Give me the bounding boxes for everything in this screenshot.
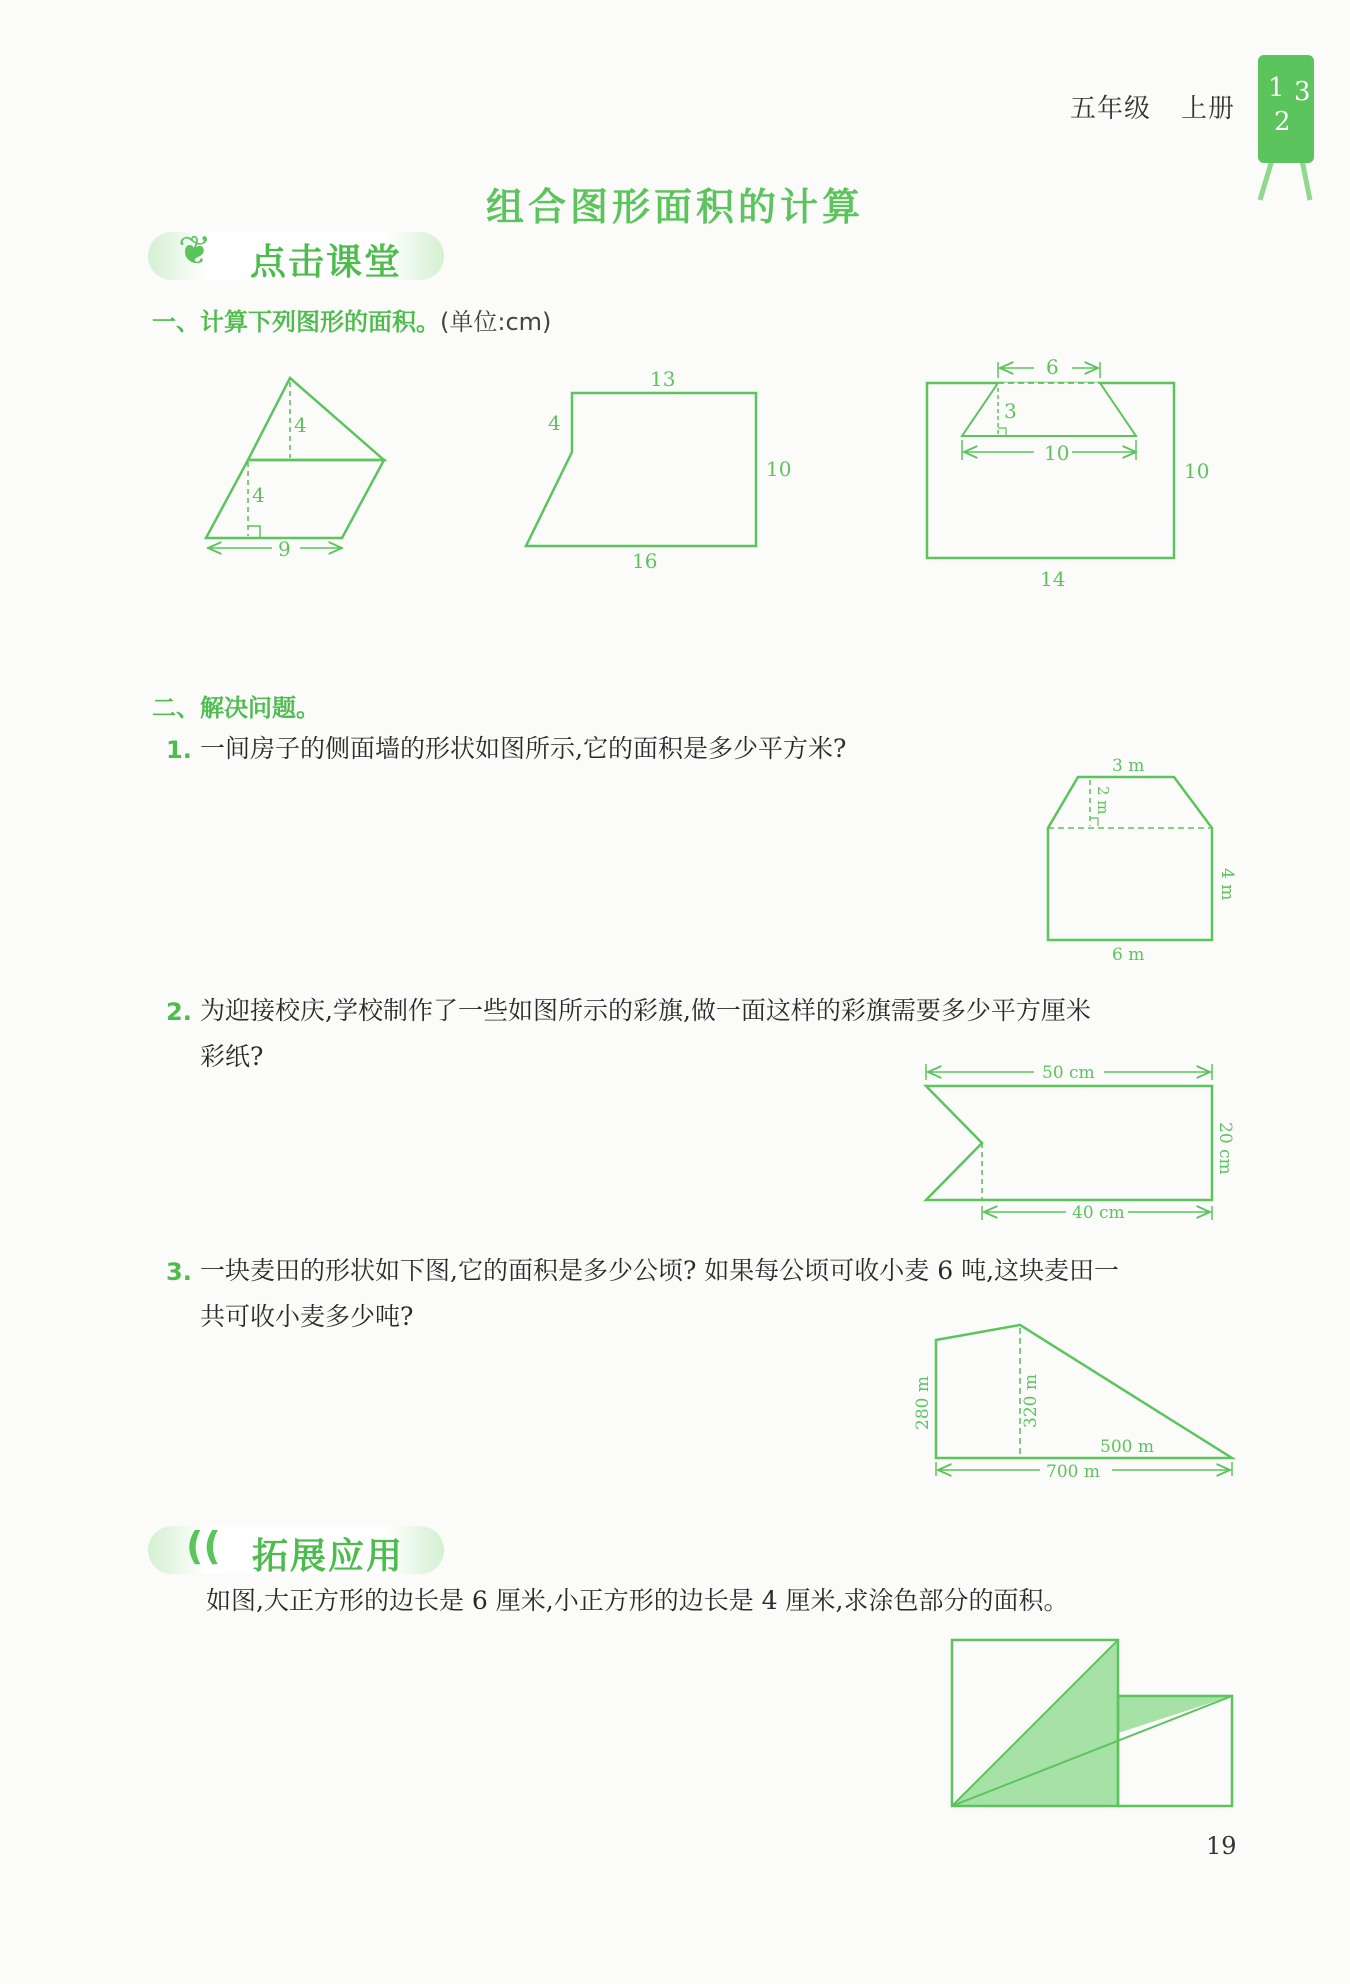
fig3-top: 6 — [1046, 355, 1059, 379]
fig3-bottom: 10 — [1044, 441, 1070, 465]
fig2-top: 13 — [650, 367, 676, 391]
butterfly-icon: ❦ — [178, 228, 212, 274]
q1-label-top: 3 m — [1112, 756, 1145, 776]
q2-label-bottom: 40 cm — [1072, 1203, 1125, 1223]
fig3-right: 10 — [1184, 459, 1210, 483]
ext-squares-figure — [952, 1640, 1232, 1806]
page-number: 19 — [1206, 1832, 1237, 1860]
fig2-bottom: 16 — [632, 549, 658, 573]
q1-label-height: 4 m — [1217, 868, 1237, 901]
page-title: 组合图形面积的计算 — [485, 185, 864, 229]
section2-heading: 二、解决问题。 — [152, 694, 320, 722]
ext-text: 如图,大正方形的边长是 6 厘米,小正方形的边长是 4 厘米,求涂色部分的面积。 — [206, 1586, 1069, 1615]
fig2-right: 10 — [766, 457, 792, 481]
fig1-h-top: 4 — [294, 413, 307, 437]
fig3-width: 14 — [1040, 567, 1066, 591]
q3-number: 3. — [166, 1258, 192, 1286]
figure1-triangle-parallelogram — [206, 378, 384, 548]
tab-digit-1: 1 — [1268, 73, 1285, 103]
volume-text: 上册 — [1181, 94, 1236, 124]
fig1-base: 9 — [278, 537, 291, 561]
q1-label-roof: 2 m — [1094, 786, 1112, 815]
q1-house-figure — [1048, 777, 1212, 940]
grade-text: 五年级 — [1070, 94, 1152, 124]
q1-number: 1. — [166, 736, 192, 764]
q3-field-figure — [936, 1325, 1232, 1476]
q2-line1: 为迎接校庆,学校制作了一些如图所示的彩旗,做一面这样的彩旗需要多少平方厘米 — [200, 996, 1091, 1025]
q2-flag-figure — [926, 1064, 1212, 1220]
q3-label-mid: 320 m — [1021, 1374, 1041, 1428]
q3-line2: 共可收小麦多少吨? — [200, 1302, 414, 1331]
q3-line1: 一块麦田的形状如下图,它的面积是多少公顷? 如果每公顷可收小麦 6 吨,这块麦田一 — [200, 1256, 1120, 1285]
q1-text: 一间房子的侧面墙的形状如图所示,它的面积是多少平方米? — [200, 734, 847, 763]
q2-label-top: 50 cm — [1042, 1063, 1095, 1083]
q3-label-base: 700 m — [1046, 1462, 1100, 1482]
q3-label-slant: 500 m — [1100, 1437, 1154, 1457]
q3-label-left: 280 m — [913, 1376, 933, 1430]
q2-label-height: 20 cm — [1215, 1122, 1235, 1175]
q2-line2: 彩纸? — [200, 1042, 264, 1071]
section1-unit: (单位:cm) — [440, 308, 552, 336]
wave-icon: (( — [186, 1524, 221, 1568]
section1-label: 一、计算下列图形的面积。 — [152, 308, 440, 336]
banner-click-class-label: 点击课堂 — [250, 242, 403, 283]
q1-label-base: 6 m — [1112, 945, 1145, 965]
tab-digit-2: 2 — [1274, 107, 1291, 137]
fig2-left: 4 — [548, 411, 561, 435]
fig1-h-bottom: 4 — [252, 483, 265, 507]
tab-digit-3: 3 — [1294, 77, 1311, 107]
banner-extension-label: 拓展应用 — [252, 1536, 405, 1577]
q2-number: 2. — [166, 998, 192, 1026]
fig3-height: 3 — [1004, 399, 1017, 423]
